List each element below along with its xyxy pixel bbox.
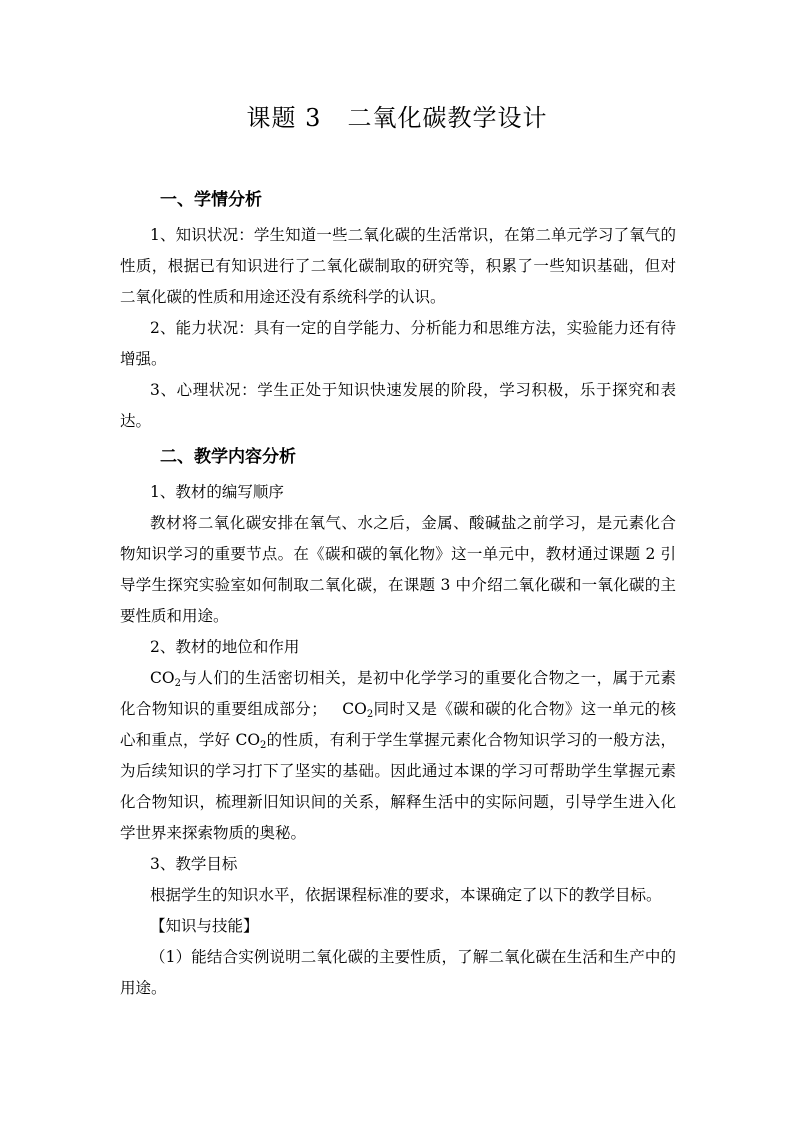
formula-co2-c: $CO_2$ (235, 731, 267, 751)
title-lesson-number: 课题 3 (246, 104, 322, 132)
paragraph-knowledge-status: 1、知识状况：学生知道一些二氧化碳的生活常识，在第二单元学习了氧气的性质，根据已有知识进行了二氧化碳制取的研究等，积累了一些知识基础，但对二氧化碳的性质和用途还没有系统科学的认识。 (120, 226, 676, 306)
section-heading-content-analysis: 二、教学内容分析 (160, 447, 296, 467)
document-body (120, 180, 676, 1004)
section-heading-learner-analysis: 一、学情分析 (160, 190, 262, 210)
subheading-textbook-order: 1、教材的编写顺序 (150, 483, 284, 501)
paragraph-ability-status: 2、能力状况：具有一定的自学能力、分析能力和思维方法，实验能力还有待增强。 (120, 319, 676, 368)
paragraph-teaching-goals: 根据学生的知识水平，依据课程标准的要求，本课确定了以下的教学目标。 (150, 886, 662, 904)
formula-co2-a: $CO_2$ (150, 669, 181, 689)
paragraph-textbook-order: 教材将二氧化碳安排在氧气、水之后，金属、酸碱盐之前学习，是元素化合物知识学习的重要节点。在《碳和碳的氧化物》这一单元中，教材通过课题 2 引导学生探究实验室如何制取二氧化碳，在课题 3 中介绍二氧化碳和一氧化碳的主要性质和用途。 (120, 514, 676, 625)
formula-co2-b: $CO_2$ (342, 700, 374, 720)
title-topic: 二氧化碳教学设计 (347, 104, 548, 132)
paragraph-psychology-status: 3、心理状况：学生正处于知识快速发展的阶段，学习积极，乐于探究和表达。 (120, 381, 676, 430)
subheading-textbook-role: 2、教材的地位和作用 (150, 638, 300, 656)
subheading-teaching-goals: 3、教学目标 (150, 855, 238, 873)
paragraph-textbook-role: $CO_2$与人们的生活密切相关，是初中化学学习的重要化合物之一，属于元素化合物知识的重要组成部分； $CO_2$同时又是《碳和碳的化合物》这一单元的核心和重点，学好 $CO_2$的性质，有利于学生掌握元素化合物知识学习的一般方法，为后续知识的学习打下了坚实的基础。因此通过本课的学习可帮助学生掌握元素化合物知识，梳理新旧知识间的关系，解释生活中的实际问题，引导学生进入化学世界来探索物质的奥秘。 (120, 669, 676, 842)
paragraph-skill-1: （1）能结合实例说明二氧化碳的主要性质，了解二氧化碳在生活和生产中的用途。 (120, 948, 676, 997)
document-title (0, 100, 794, 136)
bracket-heading-knowledge-skills: 【知识与技能】 (150, 917, 259, 935)
